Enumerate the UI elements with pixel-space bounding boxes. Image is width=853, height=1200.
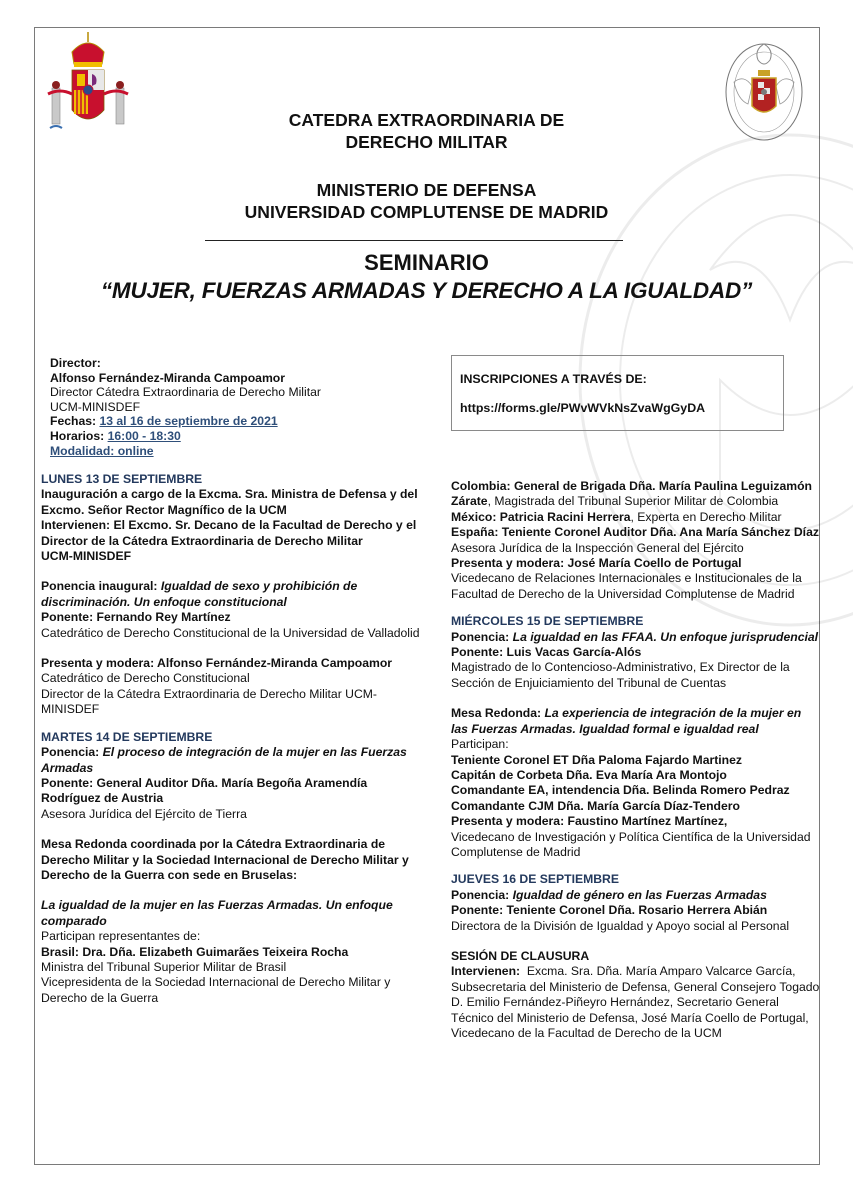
clausura-intervienen-label: Intervienen: (451, 964, 521, 979)
martes-ponencia-label: Ponencia: (41, 745, 100, 760)
miercoles-ponencia-label: Ponencia: (451, 629, 510, 644)
brasil-role-2: Vicepresidenta de la Sociedad Internacional de Derecho Militar y Derecho de la Guerra (41, 975, 391, 1005)
seminario-title: “MUJER, FUERZAS ARMADAS Y DERECHO A LA IGUALDAD” (100, 278, 753, 303)
header-divider (205, 240, 623, 241)
espana-role: Asesora Jurídica de la Inspección General del Ejército (451, 540, 744, 555)
miercoles-ponente-role: Magistrado de lo Contencioso-Administrativo, Ex Director de la Sección de Enjuiciamiento del Tribunal de Cuentas (451, 660, 790, 690)
participante-espana: España: Teniente Coronel Auditor Dña. Ana María Sánchez Díaz (451, 525, 819, 540)
martes-mesa-redonda: Mesa Redonda coordinada por la Cátedra Extraordinaria de Derecho Militar y la Sociedad Internacional de Derecho Militar y Derecho de la Guerra con sede en Bruselas: (41, 837, 409, 882)
participante: Teniente Coronel ET Dña Paloma Fajardo Martinez (451, 752, 742, 767)
director-info (50, 356, 420, 458)
lunes-org: UCM-MINISDEF (41, 549, 132, 564)
miercoles-ponencia-title: La igualdad en las FFAA. Un enfoque jurisprudencial (512, 629, 819, 644)
brasil-role-1: Ministra del Tribunal Superior Militar de Brasil (41, 959, 287, 974)
martes-ponencia-title: El proceso de integración de la mujer en las Fuerzas Armadas (41, 745, 407, 775)
ponencia-inaugural-label: Ponencia inaugural: (41, 579, 158, 594)
director-role: Director Cátedra Extraordinaria de Derecho Militar (50, 385, 321, 400)
lunes-ponente: Ponente: Fernando Rey Martínez (41, 610, 231, 625)
miercoles-modera-role: Vicedecano de Investigación y Política Científica de la Universidad Complutense de Madrid (451, 829, 811, 859)
clausura-title: SESIÓN DE CLAUSURA (451, 948, 590, 963)
day-jueves (451, 872, 821, 934)
participante: Comandante EA, intendencia Dña. Belinda Romero Pedraz (451, 783, 790, 798)
clausura-intervienen-text: Excma. Sra. Dña. María Amparo Valcarce García, Subsecretaria del Ministerio de Defensa, General Consejero Togado D. Emilio Fernández-Piñeyro Hernández, Secretario General Técnico del Ministerio de Defensa, José María Coello de Portugal, Vicedecano de la Facultad de Derecho de la UCM (451, 964, 823, 1040)
martes-participan: Participan representantes de: (41, 929, 201, 944)
ministerio-line: MINISTERIO DE DEFENSA (316, 180, 537, 200)
fechas-label: Fechas: (50, 414, 97, 429)
day-heading-lunes: LUNES 13 DE SEPTIEMBRE (41, 472, 203, 486)
modalidad-link[interactable]: Modalidad: online (50, 443, 154, 458)
miercoles-modera: Presenta y modera: Faustino Martínez Martínez, (451, 814, 728, 829)
day-heading-miercoles: MIÉRCOLES 15 DE SEPTIEMBRE (451, 614, 644, 629)
participante-brasil: Brasil: Dra. Dña. Elizabeth Guimarães Teixeira Rocha (41, 944, 349, 959)
catedra-heading (0, 109, 853, 153)
day-heading-martes: MARTES 14 DE SEPTIEMBRE (41, 729, 213, 744)
martes-modera: Presenta y modera: José María Coello de Portugal (451, 556, 742, 571)
inscripciones-url[interactable]: https://forms.gle/PWvWVkNsZvaWgGyDA (460, 401, 706, 415)
day-lunes (41, 472, 421, 718)
inauguracion-text: Inauguración a cargo de la Excma. Sra. Ministra de Defensa y del Excmo. Señor Rector Magnífico de la UCM (41, 487, 418, 517)
colombia-role: , Magistrada del Tribunal Superior Militar de Colombia (487, 494, 779, 509)
program-left-column (41, 472, 421, 1006)
fechas-link[interactable]: 13 al 16 de septiembre de 2021 (99, 414, 278, 429)
participante: Comandante CJM Dña. María García Díaz-Tendero (451, 798, 740, 813)
horarios-label: Horarios: (50, 428, 105, 443)
miercoles-participan: Participan: (451, 737, 509, 752)
jueves-ponencia-title: Igualdad de género en las Fuerzas Armadas (512, 887, 767, 902)
jueves-ponente-role: Directora de la División de Igualdad y Apoyo social al Personal (451, 918, 790, 933)
miercoles-mesa-title: La experiencia de integración de la mujer en las Fuerzas Armadas. Igualdad formal e igualdad real (451, 706, 802, 736)
participante-mexico: México: Patricia Racini Herrera (451, 509, 631, 524)
martes-modera-role: Vicedecano de Relaciones Internacionales e Institucionales de la Facultad de Derecho de la Universidad Complutense de Madrid (451, 571, 802, 601)
miercoles-ponente: Ponente: Luis Vacas García-Alós (451, 645, 642, 660)
jueves-ponencia-label: Ponencia: (451, 887, 510, 902)
martes-ponente-role: Asesora Jurídica del Ejército de Tierra (41, 806, 247, 821)
miercoles-mesa-label: Mesa Redonda: (451, 706, 542, 721)
day-miercoles (451, 614, 821, 860)
lunes-modera-role-2: Director de la Cátedra Extraordinaria de Derecho Militar UCM-MINISDEF (41, 686, 377, 717)
catedra-line-1: CATEDRA EXTRAORDINARIA DE (288, 110, 565, 130)
inscripciones-label: INSCRIPCIONES A TRAVÉS DE: (460, 372, 647, 386)
director-name: Alfonso Fernández-Miranda Campoamor (50, 370, 285, 385)
participante-colombia: Colombia: General de Brigada Dña. María Paulina Leguizamón Zárate (451, 479, 812, 509)
horarios-link[interactable]: 16:00 - 18:30 (107, 428, 181, 443)
day-heading-jueves: JUEVES 16 DE SEPTIEMBRE (451, 872, 619, 887)
universidad-line: UNIVERSIDAD COMPLUTENSE DE MADRID (244, 202, 609, 222)
director-org: UCM-MINISDEF (50, 399, 141, 414)
lunes-modera-role-1: Catedrático de Derecho Constitucional (41, 671, 250, 686)
jueves-ponente: Ponente: Teniente Coronel Dña. Rosario Herrera Abián (451, 903, 768, 918)
sesion-clausura (451, 949, 821, 1041)
intervienen-text: Intervienen: El Excmo. Sr. Decano de la Facultad de Derecho y el Director de la Cátedra Extraordinaria de Derecho Militar (41, 518, 417, 548)
catedra-line-2: DERECHO MILITAR (345, 132, 508, 152)
inscripciones-box (451, 355, 784, 431)
institutions-heading (0, 179, 853, 223)
martes-continued (451, 479, 821, 602)
director-label: Director: (50, 356, 101, 370)
lunes-ponente-role: Catedrático de Derecho Constitucional de la Universidad de Valladolid (41, 625, 420, 640)
lunes-modera: Presenta y modera: Alfonso Fernández-Miranda Campoamor (41, 656, 393, 671)
martes-mesa-title: La igualdad de la mujer en las Fuerzas Armadas. Un enfoque comparado (41, 898, 393, 928)
participante: Capitán de Corbeta Dña. Eva María Ara Montojo (451, 767, 727, 782)
seminario-label: SEMINARIO (364, 250, 489, 275)
ponencia-inaugural-title: Igualdad de sexo y prohibición de discriminación. Un enfoque constitucional (41, 579, 358, 609)
mexico-role: , Experta en Derecho Militar (630, 509, 782, 524)
martes-ponente: Ponente: General Auditor Dña. María Begoña Aramendía Rodríguez de Austria (41, 775, 368, 806)
day-martes (41, 730, 421, 1007)
program-right-column (451, 479, 821, 1041)
